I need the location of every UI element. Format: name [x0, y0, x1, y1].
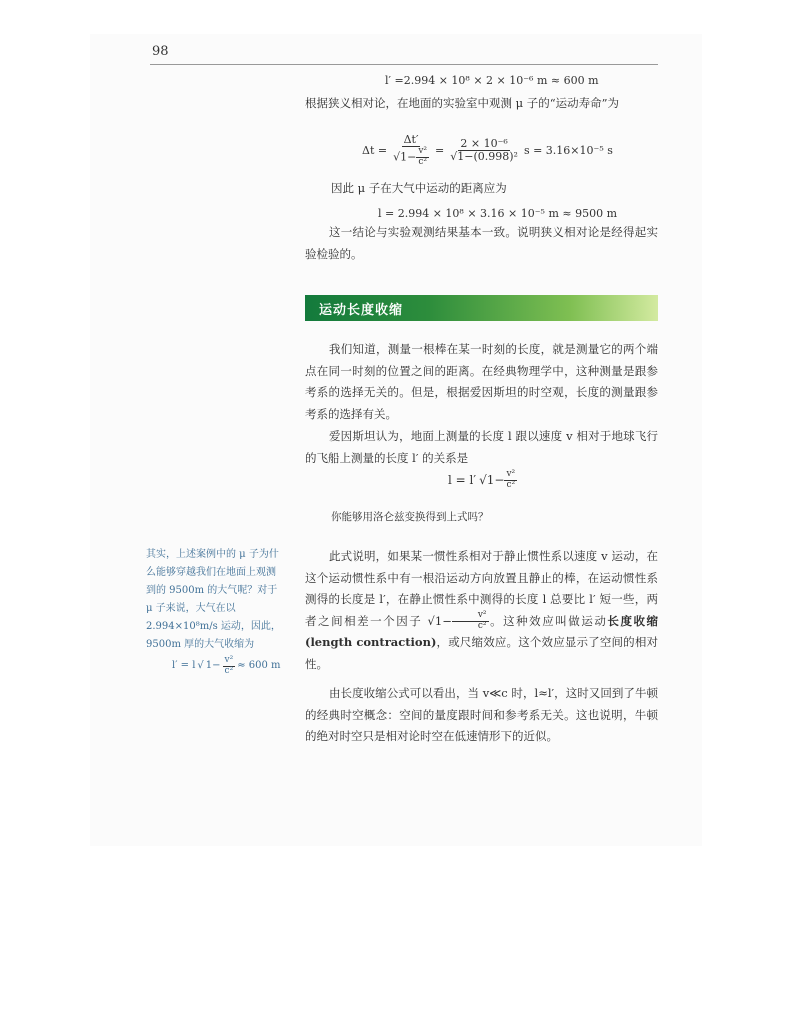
- section-heading-bar: [305, 295, 658, 321]
- dt-numeric-denominator: √1−(0.998)²: [450, 150, 518, 164]
- gamma-factor: √1− $\frac{\text{v²}}{\text{c²}}$: [427, 610, 487, 631]
- paragraph-einstein: 爱因斯坦认为，地面上测量的长度 l 跟以速度 v 相对于地球飞行的飞船上测量的长度 l′ 的关系是: [305, 429, 658, 465]
- question-lorentz: 你能够用洛仑兹变换得到上式吗？: [331, 511, 489, 523]
- dt-fraction-numeric: [450, 138, 518, 163]
- section-heading: 运动长度收缩: [319, 303, 404, 318]
- dt-numerator: Δt′: [403, 133, 419, 146]
- paragraph-lifetime-intro: 根据狭义相对论，在地面的实验室中观测 μ 子的“运动寿命”为: [305, 96, 620, 110]
- c2: c²: [418, 156, 427, 167]
- dt-numeric-numerator: 2 × 10⁻⁶: [460, 137, 508, 151]
- c2: c²: [477, 621, 487, 631]
- equation-muon-distance-600: l′ =2.994 × 10⁸ × 2 × 10⁻⁶ m ≈ 600 m: [385, 74, 599, 87]
- sqrt-one: 1−: [486, 473, 505, 488]
- c2: c²: [506, 479, 516, 490]
- v2-over-c2: [452, 611, 489, 632]
- sqrt-one: 1−: [434, 613, 452, 628]
- term-length-contraction: 长度收缩(length contraction): [305, 613, 659, 649]
- explanation-part1: 此式说明，如果某一惯性系相对于静止惯性系以速度 v 运动，在这个运动惯性系中有一根沿运动方向放置且静止的棒，在运动惯性系测得的长度是 l′，在静止惯性系中测得的长度 l 总要比 l′ 短一些，两者之间相差一个因子: [305, 549, 658, 628]
- explanation-part3: ，或尺缩效应。这个效应显示了空间的相对性。: [305, 635, 659, 671]
- dt-denominator: √1− $\frac{\text{v²}}{\text{c²}}$: [393, 146, 428, 167]
- v2-over-c2: [416, 147, 429, 168]
- v2: v²: [452, 611, 489, 622]
- paragraph-conclusion: 这一结论与实验观测结果基本一致。说明狭义相对论是经得起实验检验的。: [305, 225, 658, 261]
- header-rule: [150, 64, 658, 65]
- v2: v²: [418, 146, 428, 157]
- paragraph-classical-limit: 由长度收缩公式可以看出，当 v≪c 时，l≈l′，这时又回到了牛顿的经典时空概念：空间的量度跟时间和参考系无关。这也说明，牛顿的绝对时空只是相对论时空在低速情形下的近似。: [305, 686, 658, 743]
- explanation-part2: 。这种效应叫做运动: [488, 613, 608, 628]
- margin-note-equation: l′ = l √ 1− $\frac{\text{v²}}{\text{c²}}$ ≈ 600 m: [172, 655, 281, 676]
- sqrt-one: 1−: [400, 150, 417, 164]
- equation-muon-distance-9500: l = 2.994 × 10⁸ × 3.16 × 10⁻⁵ m ≈ 9500 m: [378, 207, 618, 220]
- v2-over-c2: [504, 470, 517, 491]
- page-number: 98: [152, 44, 169, 59]
- paragraph-length-measurement: 我们知道，测量一根棒在某一时刻的长度，就是测量它的两个端点在同一时刻的位置之间的距离。在经典物理学中，这种测量是跟参考系的选择无关的。但是，根据爱因斯坦的时空观，长度的测量跟参考系的选择有关。: [305, 342, 658, 421]
- v2-over-c2: [223, 656, 236, 677]
- margin-note: [146, 546, 284, 677]
- c2: c²: [224, 665, 234, 676]
- v2: v²: [224, 655, 234, 665]
- dt-result: s = 3.16×10⁻⁵ s: [523, 144, 613, 158]
- sqrt-one: 1−: [205, 660, 221, 672]
- margin-eq-rhs: ≈ 600 m: [237, 660, 281, 672]
- equation-time-dilation: [362, 134, 613, 168]
- contraction-lhs: l = l′: [448, 473, 477, 488]
- paragraph-contraction-explanation: [305, 546, 658, 675]
- equals-sign: =: [435, 144, 445, 158]
- dt-lhs: Δt =: [362, 144, 388, 158]
- equation-length-contraction: l = l′ √ 1− $\frac{\text{v²}}{\text{c²}}$: [448, 469, 516, 490]
- margin-note-text: 其实，上述案例中的 μ 子为什么能够穿越我们在地面上观测到的 9500m 的大气呢？对于 μ 子来说，大气在以 2.994×10⁸m/s 运动，因此，9500m 厚的大气收缩为: [146, 549, 281, 650]
- v2: v²: [506, 469, 516, 479]
- paragraph-distance-intro: 因此 μ 子在大气中运动的距离应为: [331, 181, 507, 195]
- margin-eq-lhs: l′ = l: [172, 660, 196, 672]
- dt-fraction-symbolic: [393, 134, 429, 168]
